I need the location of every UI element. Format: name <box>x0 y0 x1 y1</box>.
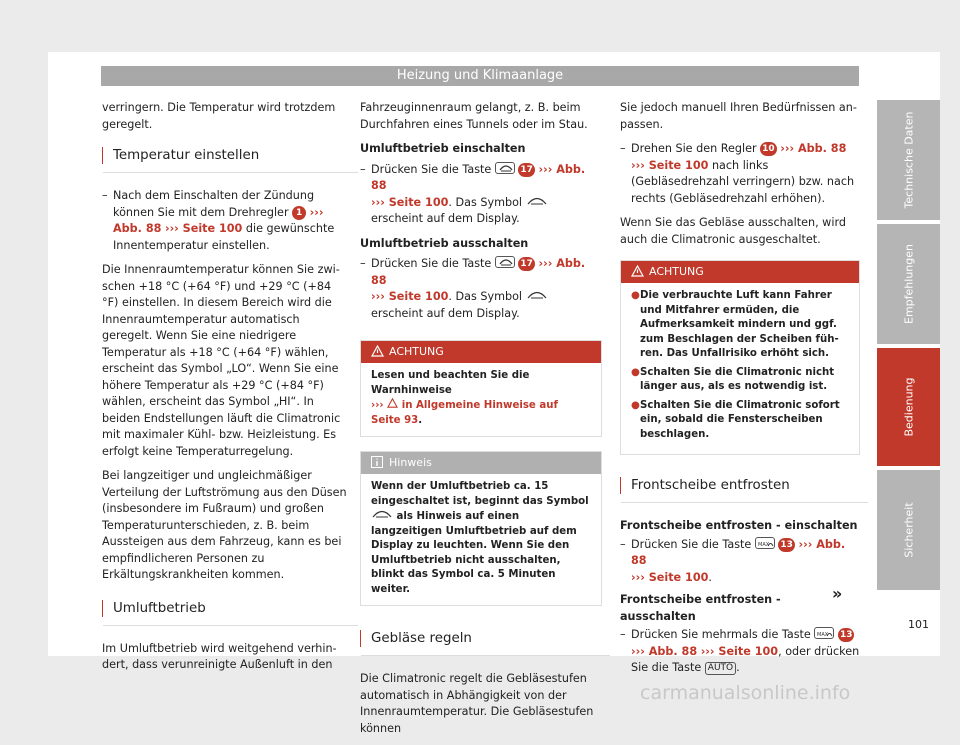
warning-triangle-icon <box>371 345 384 357</box>
tab-technische-daten[interactable]: Technische Daten <box>877 100 940 220</box>
paragraph: Die Innenraumtemperatur können Sie zwischen +18 °C (+64 °F) und +29 °C (+84 °F) einstellen. In diesem Bereich wird die Innenraumtemperatur automatisch geregelt. Wenn Sie eine niedrigere Temperatur als +18 °C (+64 °F) wählen, erscheint das Symbol „LO“. Wenn Sie eine höhere Temperatur als +29 °C (+84 °F) wählen, erscheint das Symbol „HI“. In beiden Endstellungen läuft die Climatronic mit maximaler Kühl- bzw. Heizleistung. Es erfolgt keine Temperaturregelung. <box>102 263 341 458</box>
warning-bullet: ● Schalten Sie die Climatronic sofort ein, sobald die Fensterscheiben beschlagen. <box>631 399 840 440</box>
tab-bedienung[interactable]: Bedienung <box>877 348 940 466</box>
subheading: Frontscheibe entfrosten - ausschalten <box>620 593 781 623</box>
page-link[interactable]: in Allgemeine Hinweise auf Seite 93 <box>371 400 558 426</box>
continue-marker: » <box>832 584 843 603</box>
hint-header: Hinweis <box>361 452 601 474</box>
page-link[interactable]: ››› Seite 100 <box>631 570 709 584</box>
figure-link[interactable]: ››› Abb. 88 <box>113 205 324 235</box>
recirculation-symbol-icon <box>526 290 548 300</box>
warning-box: ACHTUNG Lesen und beachten Sie die Warnhinweise ››› in Allgemeine Hinweise auf Seite 93. <box>360 340 602 437</box>
warning-triangle-icon <box>387 398 398 408</box>
warning-header: ACHTUNG <box>621 261 859 283</box>
section-heading-frontscheibe: Frontscheibe entfrosten <box>620 477 860 494</box>
warning-triangle-icon <box>631 265 644 277</box>
recirculation-key-icon <box>495 256 515 268</box>
info-icon <box>371 456 383 468</box>
list-item: – Drücken Sie die Taste 17 ››› Abb. 88 ››› Seite 100. Das Symbol erscheint auf dem Display. <box>360 257 586 320</box>
paragraph: Wenn Sie das Gebläse ausschalten, wird auch die Climatronic ausgeschaltet. <box>620 216 846 246</box>
subheading: Umluftbetrieb einschalten <box>360 142 526 155</box>
warning-header: ACHTUNG <box>361 341 601 363</box>
svg-text:MAX: MAX <box>817 632 829 638</box>
page-link[interactable]: ››› Seite 100 <box>631 158 709 172</box>
recirculation-symbol-icon <box>371 509 393 519</box>
page-link[interactable]: ››› Seite 100 <box>371 290 449 303</box>
recirculation-key-icon <box>495 162 515 174</box>
defrost-max-key-icon <box>755 537 775 549</box>
recirculation-symbol-icon <box>526 196 548 206</box>
tab-empfehlungen[interactable]: Empfehlungen <box>877 224 940 344</box>
column-3 <box>620 100 860 677</box>
callout-number: 17 <box>520 259 533 269</box>
section-heading-umluft: Umluftbetrieb <box>102 600 350 617</box>
list-item: – Drücken Sie mehrmals die Taste MAX 13 ››› Abb. 88 ››› Seite 100, oder drücken Sie die Taste AUTO . <box>620 628 860 674</box>
figure-link[interactable]: ››› Abb. 88 <box>780 142 847 155</box>
watermark: carmanualsonline.info <box>640 682 851 704</box>
figure-link[interactable]: ››› Abb. 88 <box>631 644 698 658</box>
warning-bullet: ● Schalten Sie die Climatronic nicht länger aus, als es notwendig ist. <box>631 366 835 392</box>
list-item: – Drücken Sie die Taste 17 ››› Abb. 88 ››› Seite 100. Das Symbol erscheint auf dem Display. <box>360 162 586 225</box>
list-item: – Drehen Sie den Regler 10 ››› Abb. 88 ››› Seite 100 nach links (Gebläsedrehzahl verringern) bzw. nach rechts (Gebläsedrehzahl erhöhen). <box>620 142 855 205</box>
section-heading-geblaese: Gebläse regeln <box>360 630 602 647</box>
hint-box: Hinweis Wenn der Umluftbetrieb ca. 15 eingeschaltet ist, beginnt das Symbol als Hinweis auf einen langzeitigen Umluftbetrieb auf dem Display zu leuchten. Wenn Sie den Umluftbetrieb nicht ausschalten, blinkt das Symbol ca. 5 Minuten weiter. <box>360 451 602 606</box>
warning-bullet: ● Die verbrauchte Luft kann Fahrer und Mitfahrer ermüden, die Aufmerksamkeit mindern und ggf. zum Beschlagen der Scheiben führen. Das Unfallrisiko erhöht sich. <box>631 290 839 359</box>
warning-box <box>620 260 860 455</box>
column-2 <box>360 100 602 745</box>
callout-number: 1 <box>292 206 306 220</box>
tab-sicherheit[interactable]: Sicherheit <box>877 470 940 590</box>
list-item: – Drücken Sie die Taste MAX 13 ››› Abb. 88 ››› Seite 100. <box>620 537 846 584</box>
paragraph: Bei langzeitiger und ungleichmäßiger Verteilung der Luftströmung aus den Düsen (insbesondere im Fußraum) und großen Temperaturunterschieden, z. B. beim Aussteigen aus dem Fahrzeug, kann es bei empfindlicheren Personen zu Erkältungskrankheiten kommen. <box>102 469 347 581</box>
figure-link[interactable]: ››› Abb. 88 <box>371 257 586 287</box>
paragraph: verringern. Die Temperatur wird trotzdem geregelt. <box>102 101 336 131</box>
paragraph: Sie jedoch manuell Ihren Bedürfnissen anpassen. <box>620 101 857 131</box>
defrost-max-key-icon <box>814 627 834 639</box>
page-header: Heizung und Klimaanlage <box>101 66 859 86</box>
list-item: – Nach dem Einschalten der Zündung können Sie mit dem Drehregler 1 ››› Abb. 88 ››› Seite 100 die gewünschte Innentemperatur einstellen. <box>102 189 335 252</box>
paragraph: Im Umluftbetrieb wird weitgehend verhindert, dass verunreinigte Außenluft in den <box>102 641 337 671</box>
svg-text:MAX: MAX <box>757 541 770 548</box>
subheading: Umluftbetrieb ausschalten <box>360 236 529 250</box>
figure-link[interactable]: ››› Abb. 88 <box>631 537 846 567</box>
paragraph: Fahrzeuginnenraum gelangt, z. B. beim Durchfahren eines Tunnels oder im Stau. <box>360 101 588 131</box>
page-link[interactable]: ››› Seite 100 <box>164 222 243 235</box>
figure-link[interactable]: ››› Abb. 88 <box>371 162 586 192</box>
page-link[interactable]: ››› Seite 100 <box>371 195 449 209</box>
subheading: Frontscheibe entfrosten - einschalten <box>620 519 858 532</box>
column-1 <box>102 100 350 682</box>
callout-number: 17 <box>520 164 533 175</box>
page-link[interactable]: ››› Seite 100 <box>700 644 779 658</box>
callout-number: 13 <box>780 539 793 550</box>
auto-key: AUTO <box>705 662 736 675</box>
page-number: 101 <box>908 618 929 631</box>
callout-number: 10 <box>762 144 775 154</box>
section-heading-temperatur: Temperatur einstellen <box>102 147 350 164</box>
paragraph: Die Climatronic regelt die Gebläsestufen automatisch in Abhängigkeit von der Innenraumtemperatur. Die Gebläsestufen können <box>360 672 594 735</box>
callout-number: 13 <box>839 630 853 640</box>
